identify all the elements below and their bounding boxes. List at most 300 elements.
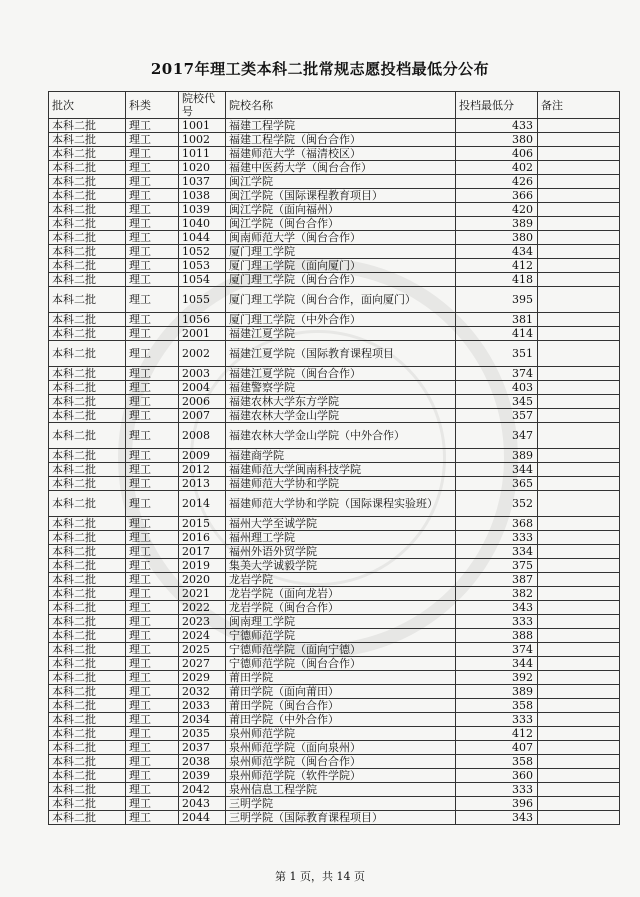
cell-code: 2004 <box>179 381 226 395</box>
cell-code: 1056 <box>179 313 226 327</box>
cell-batch: 本科二批 <box>49 685 126 699</box>
cell-name: 莆田学院 <box>226 671 456 685</box>
table-row <box>49 699 620 713</box>
cell-note <box>538 231 620 245</box>
table-row <box>49 133 620 147</box>
cell-name: 福建商学院 <box>226 449 456 463</box>
cell-category: 理工 <box>126 477 179 491</box>
cell-batch: 本科二批 <box>49 811 126 825</box>
cell-category: 理工 <box>126 287 179 313</box>
cell-category: 理工 <box>126 231 179 245</box>
cell-name: 闽南理工学院 <box>226 615 456 629</box>
cell-score: 357 <box>456 409 538 423</box>
cell-category: 理工 <box>126 629 179 643</box>
table-row <box>49 245 620 259</box>
cell-name: 福建江夏学院（闽台合作） <box>226 367 456 381</box>
cell-name: 泉州师范学院（面向泉州） <box>226 741 456 755</box>
cell-batch: 本科二批 <box>49 161 126 175</box>
cell-note <box>538 615 620 629</box>
cell-name: 福建师范大学协和学院（国际课程实验班） <box>226 491 456 517</box>
cell-score: 368 <box>456 517 538 531</box>
cell-name: 龙岩学院（闽台合作） <box>226 601 456 615</box>
cell-name: 闽江学院（国际课程教育项目） <box>226 189 456 203</box>
cell-category: 理工 <box>126 699 179 713</box>
cell-name: 闽江学院（面向福州） <box>226 203 456 217</box>
cell-name: 厦门理工学院（中外合作） <box>226 313 456 327</box>
cell-name: 泉州信息工程学院 <box>226 783 456 797</box>
table-row <box>49 755 620 769</box>
cell-note <box>538 119 620 133</box>
cell-score: 351 <box>456 341 538 367</box>
cell-batch: 本科二批 <box>49 783 126 797</box>
cell-score: 374 <box>456 367 538 381</box>
cell-score: 358 <box>456 755 538 769</box>
cell-code: 2025 <box>179 643 226 657</box>
cell-note <box>538 287 620 313</box>
cell-batch: 本科二批 <box>49 175 126 189</box>
column-header-score: 投档最低分 <box>456 92 538 119</box>
cell-note <box>538 189 620 203</box>
cell-score: 334 <box>456 545 538 559</box>
cell-score: 382 <box>456 587 538 601</box>
cell-score: 333 <box>456 615 538 629</box>
table-row <box>49 517 620 531</box>
cell-category: 理工 <box>126 313 179 327</box>
cell-code: 2021 <box>179 587 226 601</box>
cell-batch: 本科二批 <box>49 119 126 133</box>
table-row <box>49 189 620 203</box>
cell-score: 426 <box>456 175 538 189</box>
table-row <box>49 713 620 727</box>
cell-note <box>538 463 620 477</box>
cell-score: 406 <box>456 147 538 161</box>
cell-name: 龙岩学院（面向龙岩） <box>226 587 456 601</box>
cell-category: 理工 <box>126 409 179 423</box>
cell-score: 433 <box>456 119 538 133</box>
cell-category: 理工 <box>126 175 179 189</box>
cell-batch: 本科二批 <box>49 573 126 587</box>
cell-category: 理工 <box>126 341 179 367</box>
cell-batch: 本科二批 <box>49 741 126 755</box>
cell-score: 344 <box>456 657 538 671</box>
cell-code: 2027 <box>179 657 226 671</box>
cell-category: 理工 <box>126 545 179 559</box>
cell-score: 396 <box>456 797 538 811</box>
cell-score: 358 <box>456 699 538 713</box>
table-row <box>49 175 620 189</box>
cell-score: 414 <box>456 327 538 341</box>
page-footer: 第 1 页，共 14 页 <box>275 870 365 883</box>
table-row <box>49 327 620 341</box>
cell-note <box>538 531 620 545</box>
cell-score: 366 <box>456 189 538 203</box>
cell-batch: 本科二批 <box>49 327 126 341</box>
cell-batch: 本科二批 <box>49 559 126 573</box>
cell-note <box>538 783 620 797</box>
cell-category: 理工 <box>126 273 179 287</box>
cell-name: 福建江夏学院 <box>226 327 456 341</box>
cell-code: 2032 <box>179 685 226 699</box>
cell-score: 395 <box>456 287 538 313</box>
table-row <box>49 147 620 161</box>
cell-note <box>538 161 620 175</box>
cell-score: 352 <box>456 491 538 517</box>
cell-score: 387 <box>456 573 538 587</box>
cell-code: 2013 <box>179 477 226 491</box>
table-row <box>49 657 620 671</box>
cell-score: 434 <box>456 245 538 259</box>
cell-code: 1038 <box>179 189 226 203</box>
cell-score: 344 <box>456 463 538 477</box>
cell-batch: 本科二批 <box>49 367 126 381</box>
cell-note <box>538 395 620 409</box>
cell-score: 403 <box>456 381 538 395</box>
table-row <box>49 259 620 273</box>
table-row <box>49 395 620 409</box>
cell-code: 1011 <box>179 147 226 161</box>
cell-batch: 本科二批 <box>49 395 126 409</box>
table-row <box>49 727 620 741</box>
cell-batch: 本科二批 <box>49 699 126 713</box>
cell-name: 泉州师范学院（闽台合作） <box>226 755 456 769</box>
column-header-category: 科类 <box>126 92 179 119</box>
cell-code: 2003 <box>179 367 226 381</box>
cell-score: 343 <box>456 811 538 825</box>
cell-score: 345 <box>456 395 538 409</box>
cell-code: 2002 <box>179 341 226 367</box>
column-header-note: 备注 <box>538 92 620 119</box>
cell-code: 1002 <box>179 133 226 147</box>
cell-category: 理工 <box>126 491 179 517</box>
cell-code: 2020 <box>179 573 226 587</box>
cell-batch: 本科二批 <box>49 643 126 657</box>
cell-category: 理工 <box>126 259 179 273</box>
table-row <box>49 545 620 559</box>
cell-note <box>538 491 620 517</box>
cell-code: 2009 <box>179 449 226 463</box>
cell-category: 理工 <box>126 449 179 463</box>
cell-note <box>538 741 620 755</box>
cell-note <box>538 671 620 685</box>
cell-note <box>538 477 620 491</box>
cell-code: 2024 <box>179 629 226 643</box>
cell-code: 2012 <box>179 463 226 477</box>
cell-note <box>538 245 620 259</box>
table-row <box>49 615 620 629</box>
cell-note <box>538 545 620 559</box>
cell-name: 福建工程学院 <box>226 119 456 133</box>
cell-name: 莆田学院（闽台合作） <box>226 699 456 713</box>
cell-category: 理工 <box>126 755 179 769</box>
cell-name: 厦门理工学院 <box>226 245 456 259</box>
cell-batch: 本科二批 <box>49 423 126 449</box>
table-row <box>49 741 620 755</box>
table-row <box>49 797 620 811</box>
table-row <box>49 119 620 133</box>
cell-score: 388 <box>456 629 538 643</box>
cell-batch: 本科二批 <box>49 545 126 559</box>
cell-category: 理工 <box>126 685 179 699</box>
cell-score: 412 <box>456 259 538 273</box>
cell-code: 2016 <box>179 531 226 545</box>
cell-note <box>538 629 620 643</box>
cell-score: 389 <box>456 685 538 699</box>
cell-batch: 本科二批 <box>49 189 126 203</box>
cell-name: 福建师范大学（福清校区） <box>226 147 456 161</box>
cell-batch: 本科二批 <box>49 147 126 161</box>
cell-code: 2001 <box>179 327 226 341</box>
table-row <box>49 643 620 657</box>
cell-batch: 本科二批 <box>49 601 126 615</box>
cell-code: 2042 <box>179 783 226 797</box>
cell-code: 2033 <box>179 699 226 713</box>
cell-name: 福建工程学院（闽台合作） <box>226 133 456 147</box>
table-row <box>49 463 620 477</box>
cell-code: 1052 <box>179 245 226 259</box>
cell-name: 福州外语外贸学院 <box>226 545 456 559</box>
cell-code: 1020 <box>179 161 226 175</box>
cell-category: 理工 <box>126 783 179 797</box>
cell-name: 三明学院 <box>226 797 456 811</box>
table-row <box>49 313 620 327</box>
cell-name: 宁德师范学院（面向宁德） <box>226 643 456 657</box>
cell-score: 418 <box>456 273 538 287</box>
cell-batch: 本科二批 <box>49 133 126 147</box>
cell-category: 理工 <box>126 657 179 671</box>
table-row <box>49 531 620 545</box>
cell-note <box>538 797 620 811</box>
cell-batch: 本科二批 <box>49 287 126 313</box>
cell-code: 2044 <box>179 811 226 825</box>
cell-score: 374 <box>456 643 538 657</box>
cell-batch: 本科二批 <box>49 517 126 531</box>
cell-note <box>538 409 620 423</box>
cell-note <box>538 643 620 657</box>
cell-note <box>538 699 620 713</box>
table-row <box>49 161 620 175</box>
cell-batch: 本科二批 <box>49 273 126 287</box>
cell-category: 理工 <box>126 133 179 147</box>
cell-batch: 本科二批 <box>49 477 126 491</box>
table-row <box>49 587 620 601</box>
cell-batch: 本科二批 <box>49 449 126 463</box>
cell-category: 理工 <box>126 713 179 727</box>
cell-name: 宁德师范学院 <box>226 629 456 643</box>
cell-category: 理工 <box>126 797 179 811</box>
cell-batch: 本科二批 <box>49 231 126 245</box>
cell-category: 理工 <box>126 587 179 601</box>
cell-score: 407 <box>456 741 538 755</box>
cell-category: 理工 <box>126 615 179 629</box>
table-row <box>49 573 620 587</box>
cell-name: 宁德师范学院（闽台合作） <box>226 657 456 671</box>
cell-code: 1040 <box>179 217 226 231</box>
cell-name: 福州大学至诚学院 <box>226 517 456 531</box>
table-row <box>49 629 620 643</box>
cell-category: 理工 <box>126 161 179 175</box>
cell-name: 龙岩学院 <box>226 573 456 587</box>
cell-batch: 本科二批 <box>49 203 126 217</box>
cell-note <box>538 559 620 573</box>
table-row <box>49 477 620 491</box>
cell-code: 1039 <box>179 203 226 217</box>
cell-score: 360 <box>456 769 538 783</box>
table-row <box>49 671 620 685</box>
cell-category: 理工 <box>126 189 179 203</box>
cell-code: 2006 <box>179 395 226 409</box>
column-header-code: 院校代号 <box>179 92 226 119</box>
cell-batch: 本科二批 <box>49 217 126 231</box>
cell-category: 理工 <box>126 727 179 741</box>
table-row <box>49 559 620 573</box>
cell-category: 理工 <box>126 559 179 573</box>
table-row <box>49 449 620 463</box>
table-row <box>49 341 620 367</box>
cell-batch: 本科二批 <box>49 615 126 629</box>
cell-code: 2029 <box>179 671 226 685</box>
cell-name: 厦门理工学院（闽台合作，面向厦门） <box>226 287 456 313</box>
cell-category: 理工 <box>126 517 179 531</box>
cell-name: 福建师范大学闽南科技学院 <box>226 463 456 477</box>
table-row <box>49 685 620 699</box>
cell-batch: 本科二批 <box>49 587 126 601</box>
cell-note <box>538 133 620 147</box>
cell-name: 莆田学院（中外合作） <box>226 713 456 727</box>
column-header-name: 院校名称 <box>226 92 456 119</box>
cell-note <box>538 273 620 287</box>
cell-category: 理工 <box>126 601 179 615</box>
cell-name: 福建农林大学东方学院 <box>226 395 456 409</box>
cell-code: 1037 <box>179 175 226 189</box>
cell-batch: 本科二批 <box>49 671 126 685</box>
cell-note <box>538 423 620 449</box>
cell-code: 2043 <box>179 797 226 811</box>
cell-note <box>538 341 620 367</box>
cell-code: 2023 <box>179 615 226 629</box>
cell-note <box>538 601 620 615</box>
cell-category: 理工 <box>126 769 179 783</box>
cell-note <box>538 727 620 741</box>
cell-code: 2007 <box>179 409 226 423</box>
table-row <box>49 273 620 287</box>
cell-name: 福建农林大学金山学院 <box>226 409 456 423</box>
cell-batch: 本科二批 <box>49 629 126 643</box>
cell-category: 理工 <box>126 531 179 545</box>
cell-name: 福州理工学院 <box>226 531 456 545</box>
cell-note <box>538 685 620 699</box>
cell-name: 集美大学诚毅学院 <box>226 559 456 573</box>
cell-note <box>538 259 620 273</box>
cell-note <box>538 573 620 587</box>
table-row <box>49 769 620 783</box>
cell-category: 理工 <box>126 395 179 409</box>
table-row <box>49 381 620 395</box>
cell-category: 理工 <box>126 811 179 825</box>
cell-code: 2019 <box>179 559 226 573</box>
cell-score: 381 <box>456 313 538 327</box>
table-row <box>49 491 620 517</box>
cell-name: 福建农林大学金山学院（中外合作） <box>226 423 456 449</box>
cell-batch: 本科二批 <box>49 769 126 783</box>
cell-note <box>538 449 620 463</box>
cell-name: 闽江学院（闽台合作） <box>226 217 456 231</box>
cell-code: 2038 <box>179 755 226 769</box>
cell-note <box>538 811 620 825</box>
table-header-row <box>49 92 620 119</box>
cell-code: 2015 <box>179 517 226 531</box>
cell-name: 厦门理工学院（闽台合作） <box>226 273 456 287</box>
cell-note <box>538 713 620 727</box>
cell-name: 厦门理工学院（面向厦门） <box>226 259 456 273</box>
table-row <box>49 409 620 423</box>
cell-note <box>538 217 620 231</box>
cell-note <box>538 657 620 671</box>
cell-batch: 本科二批 <box>49 245 126 259</box>
cell-score: 380 <box>456 231 538 245</box>
cell-code: 2035 <box>179 727 226 741</box>
cell-code: 2017 <box>179 545 226 559</box>
cell-category: 理工 <box>126 367 179 381</box>
cell-note <box>538 203 620 217</box>
cell-category: 理工 <box>126 643 179 657</box>
cell-batch: 本科二批 <box>49 755 126 769</box>
cell-note <box>538 769 620 783</box>
cell-code: 1044 <box>179 231 226 245</box>
cell-note <box>538 327 620 341</box>
cell-batch: 本科二批 <box>49 409 126 423</box>
cell-code: 1055 <box>179 287 226 313</box>
cell-category: 理工 <box>126 573 179 587</box>
cell-batch: 本科二批 <box>49 797 126 811</box>
cell-category: 理工 <box>126 119 179 133</box>
table-row <box>49 423 620 449</box>
cell-batch: 本科二批 <box>49 259 126 273</box>
cell-score: 420 <box>456 203 538 217</box>
cell-note <box>538 147 620 161</box>
cell-code: 2008 <box>179 423 226 449</box>
cell-score: 333 <box>456 783 538 797</box>
cell-batch: 本科二批 <box>49 381 126 395</box>
cell-score: 412 <box>456 727 538 741</box>
table-row <box>49 811 620 825</box>
page-title: 2017年理工类本科二批常规志愿投档最低分公布 <box>150 60 490 78</box>
cell-category: 理工 <box>126 423 179 449</box>
cell-score: 389 <box>456 217 538 231</box>
cell-note <box>538 755 620 769</box>
cell-category: 理工 <box>126 147 179 161</box>
column-header-batch: 批次 <box>49 92 126 119</box>
cell-name: 福建江夏学院（国际教育课程项目 <box>226 341 456 367</box>
cell-category: 理工 <box>126 741 179 755</box>
table-row <box>49 217 620 231</box>
cell-category: 理工 <box>126 203 179 217</box>
cell-name: 闽南师范大学（闽台合作） <box>226 231 456 245</box>
cell-note <box>538 517 620 531</box>
cell-batch: 本科二批 <box>49 341 126 367</box>
cell-name: 泉州师范学院（软件学院） <box>226 769 456 783</box>
table-row <box>49 367 620 381</box>
cell-code: 2014 <box>179 491 226 517</box>
cell-name: 福建中医药大学（闽台合作） <box>226 161 456 175</box>
cell-code: 2022 <box>179 601 226 615</box>
cell-score: 365 <box>456 477 538 491</box>
cell-batch: 本科二批 <box>49 491 126 517</box>
cell-name: 福建警察学院 <box>226 381 456 395</box>
table-row <box>49 783 620 797</box>
admission-score-table <box>48 91 620 825</box>
cell-code: 1001 <box>179 119 226 133</box>
cell-note <box>538 381 620 395</box>
